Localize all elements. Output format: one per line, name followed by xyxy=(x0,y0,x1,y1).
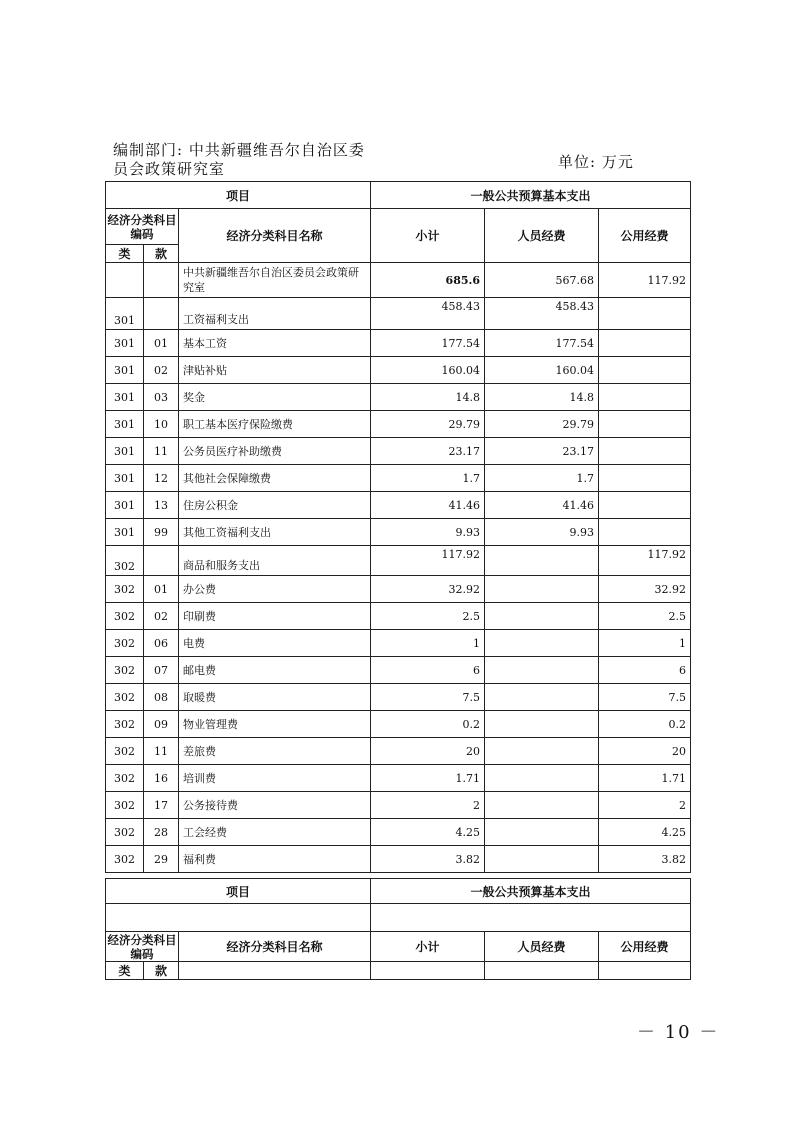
cell-personnel: 41.46 xyxy=(485,492,599,519)
cell-name: 物业管理费 xyxy=(179,711,371,738)
cell-personnel xyxy=(485,738,599,765)
cell-class: 302 xyxy=(106,738,144,765)
cell-name: 工资福利支出 xyxy=(179,298,371,330)
table-header-row-2 xyxy=(106,209,691,245)
cell-class: 301 xyxy=(106,411,144,438)
table-row xyxy=(106,711,691,738)
cont-header-public: 公用经费 xyxy=(599,932,691,962)
cont-empty-cell xyxy=(599,962,691,980)
cell-subtotal: 2 xyxy=(371,792,485,819)
cell-subtotal: 0.2 xyxy=(371,711,485,738)
cell-item: 02 xyxy=(144,357,179,384)
cell-public: 6 xyxy=(599,657,691,684)
cont-empty-cell xyxy=(485,962,599,980)
cell-public xyxy=(599,492,691,519)
cell-class: 302 xyxy=(106,630,144,657)
cont-header-row-3 xyxy=(106,962,691,980)
cell-subtotal: 1 xyxy=(371,630,485,657)
cont-header-item: 款 xyxy=(144,962,179,980)
cell-personnel xyxy=(485,846,599,873)
cell-item: 11 xyxy=(144,438,179,465)
cell-public: 0.2 xyxy=(599,711,691,738)
cell-class: 301 xyxy=(106,492,144,519)
cell-subtotal: 7.5 xyxy=(371,684,485,711)
cell-public: 7.5 xyxy=(599,684,691,711)
header-project: 项目 xyxy=(106,182,371,209)
header-class: 类 xyxy=(106,245,144,263)
table-row xyxy=(106,546,691,576)
cell-public: 2 xyxy=(599,792,691,819)
cell-subtotal: 9.93 xyxy=(371,519,485,546)
cell-subtotal: 117.92 xyxy=(371,546,485,576)
cont-header-class: 类 xyxy=(106,962,144,980)
cell-class: 302 xyxy=(106,765,144,792)
table-row xyxy=(106,438,691,465)
cell-item: 02 xyxy=(144,603,179,630)
cont-blank-cell xyxy=(371,904,691,932)
cell-subtotal: 32.92 xyxy=(371,576,485,603)
cell-subtotal: 458.43 xyxy=(371,298,485,330)
cell-name: 商品和服务支出 xyxy=(179,546,371,576)
cont-blank-row xyxy=(106,904,691,932)
cell-personnel: 14.8 xyxy=(485,384,599,411)
cell-personnel xyxy=(485,603,599,630)
cell-class: 302 xyxy=(106,819,144,846)
cell-subtotal: 1.71 xyxy=(371,765,485,792)
table-row xyxy=(106,384,691,411)
cell-class: 302 xyxy=(106,846,144,873)
cell-item: 07 xyxy=(144,657,179,684)
table-row xyxy=(106,330,691,357)
cell-personnel: 23.17 xyxy=(485,438,599,465)
table-row xyxy=(106,792,691,819)
cell-subtotal: 23.17 xyxy=(371,438,485,465)
cell-item: 16 xyxy=(144,765,179,792)
cell-name: 住房公积金 xyxy=(179,492,371,519)
cell-personnel xyxy=(485,819,599,846)
table-row xyxy=(106,603,691,630)
cell-class: 301 xyxy=(106,298,144,330)
cell-class: 301 xyxy=(106,438,144,465)
header-subtotal: 小计 xyxy=(371,209,485,263)
cell-public: 1 xyxy=(599,630,691,657)
cell-class: 301 xyxy=(106,519,144,546)
cell-name: 基本工资 xyxy=(179,330,371,357)
table-row xyxy=(106,411,691,438)
continuation-table xyxy=(105,878,691,980)
cell-subtotal: 177.54 xyxy=(371,330,485,357)
cell-public xyxy=(599,384,691,411)
table-row xyxy=(106,357,691,384)
cell-subtotal: 41.46 xyxy=(371,492,485,519)
cell-name: 电费 xyxy=(179,630,371,657)
cell-personnel: 29.79 xyxy=(485,411,599,438)
cell-name: 奖金 xyxy=(179,384,371,411)
table-row xyxy=(106,263,691,298)
cell-personnel xyxy=(485,792,599,819)
cell-item: 01 xyxy=(144,576,179,603)
department-label: 编制部门: 中共新疆维吾尔自治区委员会政策研究室 xyxy=(113,141,365,178)
cell-personnel: 1.7 xyxy=(485,465,599,492)
cell-personnel xyxy=(485,576,599,603)
cell-item: 29 xyxy=(144,846,179,873)
cell-class: 301 xyxy=(106,330,144,357)
table-row xyxy=(106,657,691,684)
cell-public: 1.71 xyxy=(599,765,691,792)
cell-item xyxy=(144,546,179,576)
cell-subtotal: 2.5 xyxy=(371,603,485,630)
cell-public: 2.5 xyxy=(599,603,691,630)
cont-header-budget: 一般公共预算基本支出 xyxy=(371,879,691,904)
cell-item: 13 xyxy=(144,492,179,519)
cell-name: 福利费 xyxy=(179,846,371,873)
cell-personnel xyxy=(485,765,599,792)
cell-personnel xyxy=(485,657,599,684)
cell-personnel xyxy=(485,630,599,657)
cell-public xyxy=(599,357,691,384)
cell-personnel: 458.43 xyxy=(485,298,599,330)
cont-empty-cell xyxy=(179,962,371,980)
cell-subtotal: 3.82 xyxy=(371,846,485,873)
header-personnel: 人员经费 xyxy=(485,209,599,263)
table-row xyxy=(106,765,691,792)
cell-personnel: 177.54 xyxy=(485,330,599,357)
cell-public xyxy=(599,465,691,492)
cell-public xyxy=(599,330,691,357)
cell-class: 302 xyxy=(106,792,144,819)
cell-name: 中共新疆维吾尔自治区委员会政策研究室 xyxy=(179,263,371,298)
table-body xyxy=(106,263,691,873)
cell-item: 01 xyxy=(144,330,179,357)
cell-subtotal: 1.7 xyxy=(371,465,485,492)
header-public: 公用经费 xyxy=(599,209,691,263)
header-budget: 一般公共预算基本支出 xyxy=(371,182,691,209)
cell-class: 301 xyxy=(106,384,144,411)
table-row xyxy=(106,738,691,765)
cell-item: 06 xyxy=(144,630,179,657)
cell-class: 301 xyxy=(106,465,144,492)
cell-public xyxy=(599,411,691,438)
cell-item: 08 xyxy=(144,684,179,711)
header-code-group: 经济分类科目编码 xyxy=(106,209,179,245)
table-row xyxy=(106,576,691,603)
cont-header-row-2 xyxy=(106,932,691,962)
table-row xyxy=(106,846,691,873)
cell-item: 11 xyxy=(144,738,179,765)
table-row xyxy=(106,630,691,657)
cell-personnel xyxy=(485,684,599,711)
cell-public: 32.92 xyxy=(599,576,691,603)
unit-label: 单位: 万元 xyxy=(558,153,634,171)
cell-personnel: 567.68 xyxy=(485,263,599,298)
cont-blank-cell xyxy=(106,904,371,932)
cont-empty-cell xyxy=(371,962,485,980)
cont-header-subtotal: 小计 xyxy=(371,932,485,962)
cell-name: 职工基本医疗保险缴费 xyxy=(179,411,371,438)
cell-subtotal: 4.25 xyxy=(371,819,485,846)
cell-subtotal: 14.8 xyxy=(371,384,485,411)
cell-name: 办公费 xyxy=(179,576,371,603)
cell-class: 302 xyxy=(106,711,144,738)
cell-item: 12 xyxy=(144,465,179,492)
cell-item: 09 xyxy=(144,711,179,738)
cell-personnel: 160.04 xyxy=(485,357,599,384)
table-header-row-1 xyxy=(106,182,691,209)
cell-public: 4.25 xyxy=(599,819,691,846)
table-row xyxy=(106,298,691,330)
cell-name: 公务员医疗补助缴费 xyxy=(179,438,371,465)
cell-name: 公务接待费 xyxy=(179,792,371,819)
cell-subtotal: 160.04 xyxy=(371,357,485,384)
cell-item xyxy=(144,263,179,298)
cell-subtotal: 20 xyxy=(371,738,485,765)
cont-header-code-group: 经济分类科目编码 xyxy=(107,932,177,961)
cell-name: 取暖费 xyxy=(179,684,371,711)
cell-subtotal: 6 xyxy=(371,657,485,684)
cell-class: 302 xyxy=(106,546,144,576)
table-row xyxy=(106,492,691,519)
cell-item xyxy=(144,298,179,330)
cont-header-row-1 xyxy=(106,879,691,904)
cell-name: 培训费 xyxy=(179,765,371,792)
cell-public: 20 xyxy=(599,738,691,765)
cell-name: 印刷费 xyxy=(179,603,371,630)
cell-subtotal: 29.79 xyxy=(371,411,485,438)
cell-personnel xyxy=(485,546,599,576)
cell-name: 差旅费 xyxy=(179,738,371,765)
cell-class: 302 xyxy=(106,603,144,630)
cell-item: 28 xyxy=(144,819,179,846)
cell-public: 3.82 xyxy=(599,846,691,873)
cell-public: 117.92 xyxy=(599,546,691,576)
header-name: 经济分类科目名称 xyxy=(179,209,371,263)
cell-subtotal: 685.6 xyxy=(371,263,485,298)
cont-header-project: 项目 xyxy=(106,879,371,904)
cell-name: 津贴补贴 xyxy=(179,357,371,384)
cell-public xyxy=(599,519,691,546)
cont-header-personnel: 人员经费 xyxy=(485,932,599,962)
table-row xyxy=(106,465,691,492)
cell-item: 17 xyxy=(144,792,179,819)
cell-public xyxy=(599,438,691,465)
cell-class: 302 xyxy=(106,576,144,603)
cell-public xyxy=(599,298,691,330)
cell-name: 邮电费 xyxy=(179,657,371,684)
cell-item: 03 xyxy=(144,384,179,411)
page-number: － 10 － xyxy=(637,1022,720,1043)
budget-table xyxy=(105,181,691,873)
cell-name: 其他社会保障缴费 xyxy=(179,465,371,492)
table-row xyxy=(106,819,691,846)
cell-class: 301 xyxy=(106,357,144,384)
cell-class: 302 xyxy=(106,684,144,711)
cell-public: 117.92 xyxy=(599,263,691,298)
cell-class xyxy=(106,263,144,298)
cell-name: 其他工资福利支出 xyxy=(179,519,371,546)
header-item: 款 xyxy=(144,245,179,263)
cell-item: 99 xyxy=(144,519,179,546)
cell-personnel xyxy=(485,711,599,738)
cell-name: 工会经费 xyxy=(179,819,371,846)
cell-class: 302 xyxy=(106,657,144,684)
cell-personnel: 9.93 xyxy=(485,519,599,546)
table-row xyxy=(106,684,691,711)
table-row xyxy=(106,519,691,546)
cell-item: 10 xyxy=(144,411,179,438)
cont-header-name: 经济分类科目名称 xyxy=(179,932,371,962)
